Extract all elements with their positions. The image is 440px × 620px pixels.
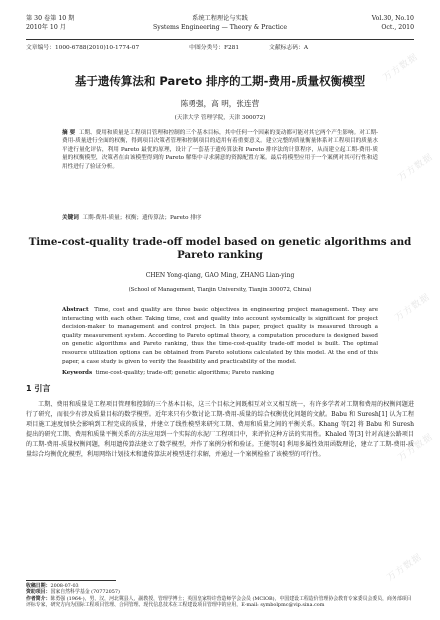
abstract-cn <box>62 129 378 171</box>
article-id: 文章编号：1000-6788(2010)10-1774-07 <box>26 45 140 51</box>
clc-number: 中图分类号：F281 <box>189 45 240 51</box>
section-heading-introduction: 1 引言 <box>26 384 51 393</box>
bio-text: 陈勇强 (1964-)，男，汉，河北冀县人，副教授，管理学博士；英国皇家特许营造师学会会员 (MCIOB)，中国建设工程造价管理协会教育专家委员会委员，商务部项目评标专家，研究方向为国际工程项目管理、合同管理、现代信息技术在工程建设项目管理中的应用，E-mail: symbolpmc@vip.sina.com <box>26 595 412 609</box>
keywords-cn <box>62 213 378 221</box>
journal-name-en: Systems Engineering — Theory & Practice <box>152 24 288 31</box>
keywords-en-text: time-cost-quality; trade-off; genetic algorithms; Pareto ranking <box>95 370 275 376</box>
date-en: Oct., 2010 <box>381 24 414 31</box>
keywords-en <box>62 370 378 376</box>
bio-label: 作者简介： <box>26 595 51 602</box>
watermark: 万方数据 <box>381 52 421 84</box>
journal-name-cn: 系统工程理论与实践 <box>192 15 248 22</box>
paper-title-cn: 基于遗传算法和 Pareto 排序的工期-费用-质量权衡模型 <box>74 74 366 88</box>
abstract-en-text: Time, cost and quality are three basic objectives in engineering project management. They are interacting with each other. Taking time, cost and quality into account systemically is significant for project decision-maker to management and control project. In this paper, project quality is measured through a quality measurement system. According to Pareto optimal theory, a computation procedure is designed based on genetic algorithms and Pareto ranking, thus the time-cost-quality trade-off model is built. The optimal resource utilization options can be obtained from Pareto solutions calculated by this model. At the end of this paper, a case study is given to verify the feasibility and practicability of the model. <box>62 307 378 365</box>
date-cn: 2010年 10 月 <box>26 24 66 31</box>
received-label: 收稿日期： <box>26 583 51 589</box>
authors-en: CHEN Yong-qiang, GAO Ming, ZHANG Lian-ying <box>145 272 295 279</box>
paper-title-en: Time-cost-quality trade-off model based on genetic algorithms and Pareto ranking <box>28 236 412 261</box>
watermark: 万方数据 <box>385 552 425 584</box>
body-paragraph: 工期、费用和质量是工程项目管理和控制的三个基本目标，这三个目标之间既相互对立又相互统一，有许多学者对工期和费用的权衡问题进行了研究，而很少有涉及质量目标的数学模型。近年来只有少数讨论工期-费用-质量的综合权衡优化问题的文献。Babu 和 Suresh[1] 认为工程项目施工速度加快会影响到工程完成的质量，并建立了线性模型来研究工期、费用和质量之间的平衡关系。Khang 等[2] 将 Babu 和 Suresh 提出的研究工期、费用和质量平衡关系的方法应用到一个实际的水泥厂工程项目中，来评价这种方法的实用性。Khaled 等[3] 针对高速公路项目的工期-费用-质量权衡问题，利用遗传算法建立了数学模型，并作了案例分析和验证。王健等[4] 利用多属性效用函数理论，建立了工期-费用-质量综合均衡优化模型，利用网络计划技术和遗传算法对模型进行求解，并通过一个案例检验了该模型的可行性。 <box>26 401 414 458</box>
received-date: 2008-07-03 <box>50 583 79 589</box>
volume-issue-en: Vol.30, No.10 <box>371 15 414 22</box>
watermark: 万方数据 <box>396 152 436 184</box>
affiliation-en: (School of Management, Tianjin University, Tianjin 300072, China) <box>128 287 312 293</box>
abstract-en-label: Abstract <box>62 307 89 313</box>
article-meta <box>26 42 414 51</box>
keywords-cn-label: 关键词 <box>62 215 79 221</box>
affiliation-cn: (天津大学 管理学院，天津 300072) <box>174 115 266 121</box>
volume-issue-cn: 第 30 卷第 10 期 <box>26 15 75 22</box>
footnote <box>26 583 414 609</box>
document-code: 文献标志码：A <box>269 45 308 51</box>
journal-header <box>26 14 414 38</box>
header-rule <box>26 39 414 40</box>
fund-text: 国家自然科学基金 (70772057) <box>50 589 120 596</box>
abstract-cn-label: 摘 要 <box>62 130 76 136</box>
footnote-rule <box>26 580 116 581</box>
watermark: 万方数据 <box>393 292 433 324</box>
keywords-en-label: Keywords <box>62 370 93 376</box>
abstract-en <box>62 306 378 366</box>
fund-label: 资助项目： <box>26 589 51 596</box>
watermark: 万方数据 <box>396 432 436 464</box>
abstract-cn-text: 工期、费用和质量是工程项目管理和控制的三个基本目标，其中任何一个因素的变动都可能对其它两个产生影响。对工期-费用-质量进行全面的权衡，得到项目决策者管理和控制项目的适用有着重要意义。建立完整的质量衡量体系对工程项目的质量水平进行量化评估，利用 Pareto 最优的原理，设计了一套基于遗传算法和 Pareto 排序法的计算程序，从而建立起工期-费用-质量的权衡模型，决策者在由该模型得到的 Pareto 解集中寻求满意的资源配置方案。最后将模型应用于一个案例对其可行性和适用性进行了验证分析。 <box>62 130 378 170</box>
authors-cn: 陈勇强，高 明，张连营 <box>180 99 260 108</box>
keywords-cn-text: 工期-费用-质量；权衡；遗传算法；Pareto 排序 <box>82 215 202 221</box>
